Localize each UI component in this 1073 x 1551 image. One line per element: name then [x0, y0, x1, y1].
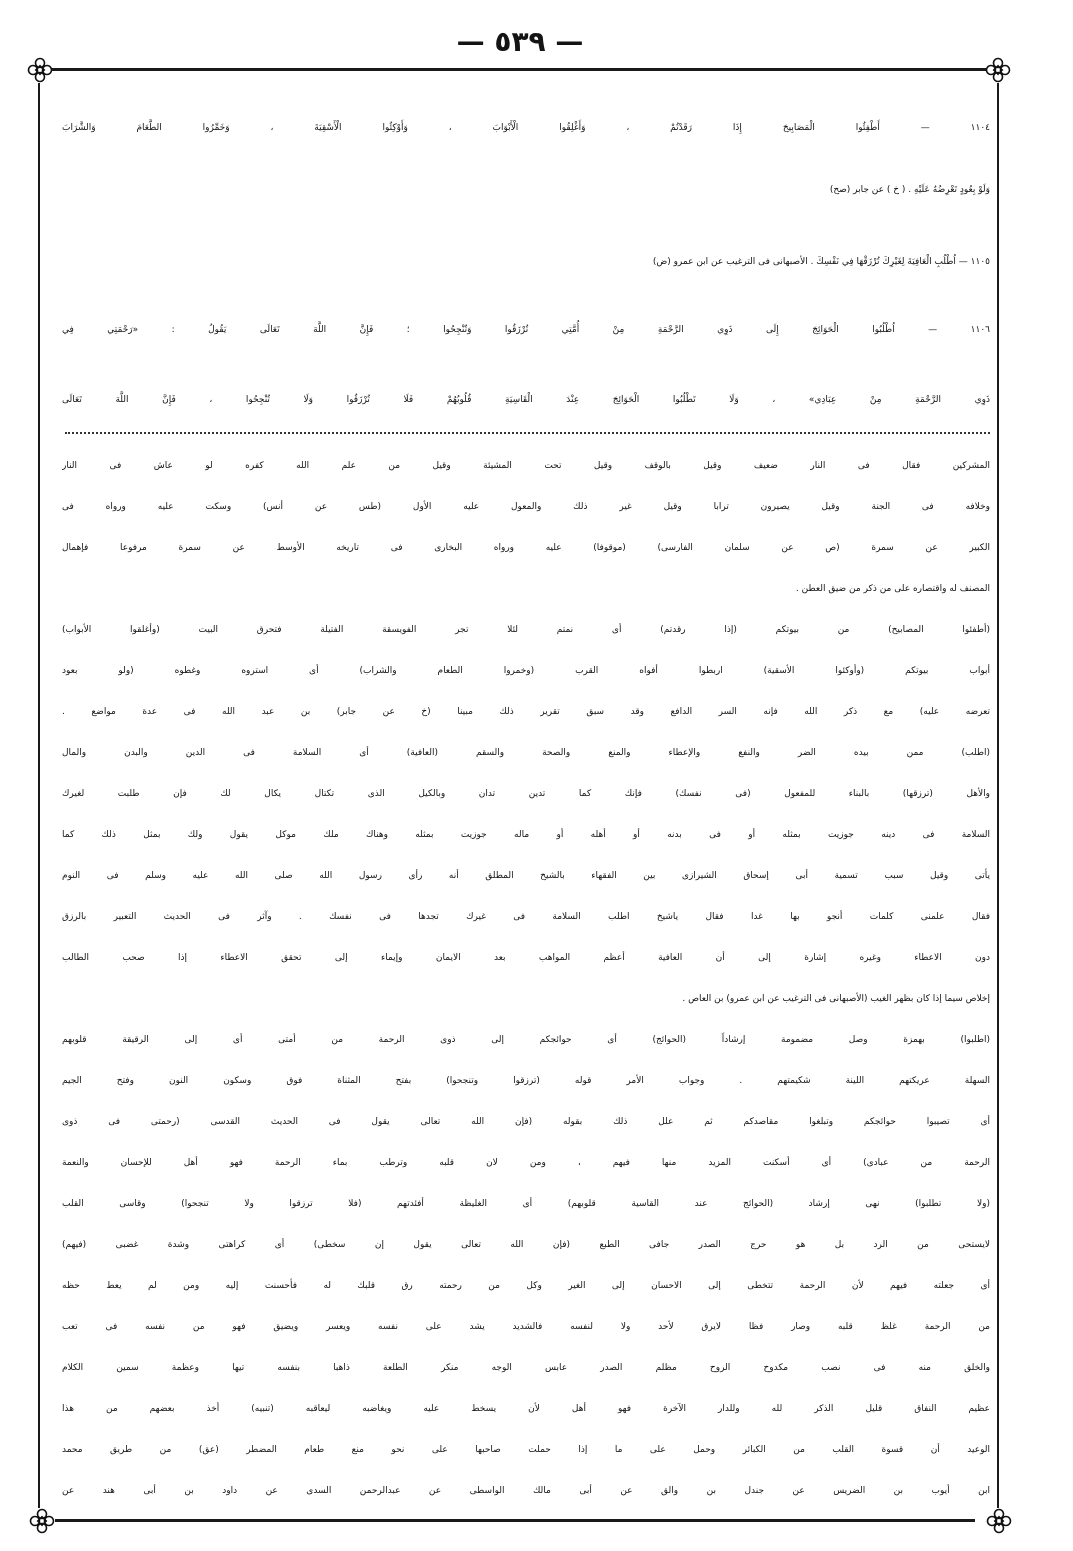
- commentary-line: إخلاص سيما إذا كان بظهر الغيب (الأصبهانى فى الترغيب عن ابن عمرو) بن العاص .: [682, 994, 990, 1004]
- commentary-line: المصنف له واقتصاره على من ذكر من ضيق العطن .: [795, 584, 990, 594]
- hadith-line: ذَوِي الرَّحْمَةِ مِنْ عِبَادِي» ، وَلَا تَطْلُبُوا الْحَوَائِجَ عِنْدَ الْقَاسِيَةِ قُلُوبُهُمْ فَلَا تُرْزَقُوا وَلَا تُنْجِحُوا ، فَإِنَّ اللَّهَ تَعَالَى: [62, 395, 990, 405]
- frame-right-rule: [997, 83, 999, 1508]
- commentary-line: السهلة عريكتهم اللينة شكيمتهم . وجواب الأمر قوله (ترزقوا وتنجحوا) بفتح المثناة فوق وسكون النون وفتح الجيم: [62, 1076, 990, 1086]
- page-number: — ٥٣٩ —: [456, 25, 584, 58]
- commentary-line: يأتى وقيل سبب تسمية أبى إسحاق الشيرازى بين الفقهاء بالشيخ المطلق أنه رأى رسول الله صلى الله عليه وسلم فى النوم: [62, 871, 990, 881]
- frame-top-rule: [52, 68, 986, 71]
- commentary-line: الكبير عن سمرة (ص عن سلمان الفارسى) (موقوفا) عليه ورواه البخارى فى تاريخه الأوسط عن سمرة مرفوعا فإهمال: [62, 543, 990, 553]
- commentary-line: (اطلب) ممن بيده الضر والنفع والإعطاء والمنع والصحة والسقم (العافية) أى السلامة فى الدين والبدن والمال: [62, 748, 990, 758]
- commentary-line: والخلق منه فى نصب مكدوح الروح مظلم الصدر عابس الوجه منكر الطلعة ذاهبا بنفسه تيها وعظمة سمين الكلام: [62, 1363, 990, 1373]
- hadith-line: وَلَوْ بِعُودٍ تَعْرِضُهُ عَلَيْهِ . ( خ ) عن جابر (صح): [829, 185, 990, 195]
- section-separator: [65, 432, 990, 434]
- commentary-line: فقال علمنى كلمات أنجو بها غدا فقال ياشيخ اطلب السلامة فى غيرك تجدها فى نفسك . وآثر فى الحديث التعبير بالرزق: [62, 912, 990, 922]
- commentary-line: لايستحى من الرد بل هو حرج الصدر جافى الطبع (فإن الله تعالى يقول إن سخطى) أى كراهتى وشدة غضبى (فيهم): [62, 1240, 990, 1250]
- commentary-line: ابن أيوب بن الضريس عن جندل بن والق عن أبى مالك الواسطى عن عبدالرحمن السدى عن داود بن أبى هند عن: [62, 1486, 990, 1496]
- corner-ornament-icon: [29, 1508, 55, 1534]
- corner-ornament-icon: [986, 1508, 1012, 1534]
- commentary-line: الرحمة من عبادى) أى أسكنت المزيد منها فيهم ، ومن لان قلبه وترطب بماء الرحمة فهو أهل للإحسان والنعمة: [62, 1158, 990, 1168]
- commentary-line: والأهل (ترزقها) بالبناء للمفعول (فى نفسك) فإنك كما تدين تدان وبالكيل الذى تكتال يكال لك فإن طلبت لغيرك: [62, 789, 990, 799]
- commentary-line: أى تصيبوا حوائجكم وتبلغوا مقاصدكم ثم علل ذلك بقوله (فإن الله تعالى يقول فى الحديث القدسى (رحمتى فى ذوى: [62, 1117, 990, 1127]
- commentary-line: (اطلبوا) بهمزة وصل مضمومة إرشاداً (الحوائج) أى حوائجكم إلى ذوى الرحمة من أمتى أى إلى الرقيقة قلوبهم: [62, 1035, 990, 1045]
- hadith-line: ١١٠٦ — اُطْلُبُوا الْحَوَائِجَ إِلَى ذَوِي الرَّحْمَةِ مِنْ أُمَّتِي تُرْزَقُوا وَتُنْجِحُوا ؛ فَإِنَّ اللَّهَ تَعَالَى يَقُولُ : «رَحْمَتِي فِي: [62, 325, 990, 335]
- commentary-line: السلامة فى دينه جوزيت بمثله أو فى بدنه أو أهله أو ماله جوزيت بمثله وهناك ملك موكل يقول ولك بمثل ذلك كما: [62, 830, 990, 840]
- hadith-line: ١١٠٥ — اُطْلُبِ الْعَافِيَةَ لِغَيْرِكَ تُرْزَقْهَا فِي نَفْسِكَ . الأصبهانى فى الترغيب عن ابن عمرو (ض): [652, 257, 990, 267]
- commentary-line: (أطفئوا المصابيح) من بيوتكم (إذا رقدتم) أى نمتم لئلا تجر الفويسقة الفتيلة فتحرق البيت (وأغلقوا الأبواب): [62, 625, 990, 635]
- hadith-line: ١١٠٤ — أَطْفِئُوا الْمَصَابِيحَ إِذَا رَقَدْتُمْ ، وَأَغْلِقُوا الْأَبْوَابَ ، وَأَوْكِئُوا الْأَسْقِيَةَ ، وَخَمِّرُوا الطَّعَامَ وَالشَّرَابَ: [62, 123, 990, 133]
- commentary-line: الوعيد أن قسوة القلب من الكبائر وحمل على ما إذا حملت صاحبها على نحو منع طعام المضطر (عق) من طريق محمد: [62, 1445, 990, 1455]
- commentary-line: من الرحمة غلظ قلبه وصار فظا لايرق لأحد ولا لنفسه فالشديد يشد على نفسه ويعسر ويضيق فهو من نفسه فى تعب: [62, 1322, 990, 1332]
- commentary-line: (ولا تطلبوا) نهى إرشاد (الحوائج عند القاسية قلوبهم) أى الغليظة أفئدتهم (فلا ترزقوا ولا تنجحوا) وقاسى القلب: [62, 1199, 990, 1209]
- frame-left-rule: [38, 83, 40, 1508]
- frame-bottom-rule: [55, 1519, 975, 1522]
- commentary-line: وخلافه فى الجنة وقيل يصيرون ترابا وقيل غير ذلك والمعول عليه الأول (طس عن أنس) وسكت عليه ورواه فى: [62, 502, 990, 512]
- commentary-line: عظيم النفاق قليل الذكر لله وللدار الآخرة فهو أهل لأن يسخط عليه ويغاضبه ليعاقبه (تنبيه) أخذ بعضهم من هذا: [62, 1404, 990, 1414]
- commentary-line: أبواب بيوتكم (وأوكئوا الأسقية) اربطوا أفواه القرب (وخمروا الطعام والشراب) أى استروه وغطوه (ولو بعود: [62, 666, 990, 676]
- commentary-line: المشركين فقال فى النار ضعيف وقيل بالوقف وقيل تحت المشيئة وقيل من علم الله كفره لو عاش فى النار: [62, 461, 990, 471]
- corner-ornament-icon: [985, 57, 1011, 83]
- commentary-line: دون الاعطاء وغيره إشارة إلى أن العافية أعظم المواهب بعد الايمان وإيماء إلى تحقق الاعطاء إذا صحب الطالب: [62, 953, 990, 963]
- corner-ornament-icon: [27, 57, 53, 83]
- commentary-line: تعرضه عليه) مع ذكر الله فإنه السر الدافع وقد سبق تقرير ذلك مبينا (خ عن جابر) بن عبد الله فى عدة مواضع .: [62, 707, 990, 717]
- commentary-line: أى جعلته فيهم لأن الرحمة تتخطى إلى الاحسان إلى الغير وكل من رحمته رق قلبك له فأحسنت إليه ومن لم يعط حظه: [62, 1281, 990, 1291]
